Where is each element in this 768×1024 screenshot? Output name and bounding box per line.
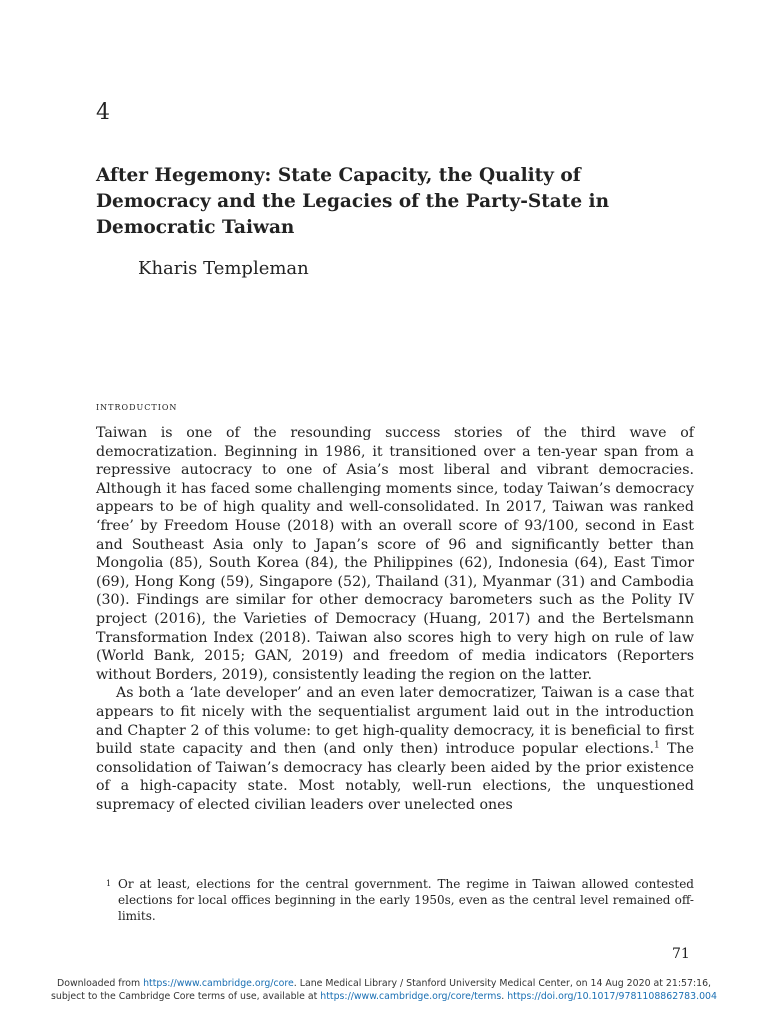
terms-link[interactable]: https://www.cambridge.org/core/terms bbox=[320, 991, 502, 1002]
chapter-number: 4 bbox=[96, 100, 110, 125]
footnote-reference[interactable]: 1 bbox=[653, 740, 660, 751]
paragraph-2-part-2: The consolidation of Taiwan’s democracy has clearly been aided by the prior existence of a high-capacity state. Most notably, well-run elections, the unquestioned supremacy of elected civilian leaders over unelected ones bbox=[96, 741, 694, 813]
paragraph-2 bbox=[96, 684, 694, 814]
author-name: Kharis Templeman bbox=[138, 258, 309, 279]
download-notice bbox=[0, 977, 768, 1003]
paragraph-2-part-1: As both a ‘late developer’ and an even later democratizer, Taiwan is a case that appears to fit nicely with the sequentialist argument laid out in the introduction and Chapter 2 of this volume: to get high-quality democracy, it is beneficial to first build state capacity and then (and only then) introduce popular elections. bbox=[96, 685, 694, 758]
page-number: 71 bbox=[672, 946, 690, 962]
section-heading: introduction bbox=[96, 399, 178, 413]
download-middle: . Lane Medical Library / Stanford University Medical Center, on 14 Aug 2020 at 21:57:16, bbox=[293, 978, 712, 989]
body-text bbox=[96, 424, 694, 814]
footnote bbox=[106, 876, 694, 924]
terms-separator: . bbox=[501, 991, 508, 1002]
chapter-title: After Hegemony: State Capacity, the Quality of Democracy and the Legacies of the Party-State in Democratic Taiwan bbox=[96, 165, 610, 238]
download-notice-line-2 bbox=[0, 990, 768, 1003]
download-prefix: Downloaded from bbox=[56, 978, 144, 989]
terms-prefix: subject to the Cambridge Core terms of use, available at bbox=[51, 991, 321, 1002]
doi-link[interactable]: https://doi.org/10.1017/9781108862783.004 bbox=[507, 991, 717, 1002]
download-notice-line-1 bbox=[0, 977, 768, 990]
footnote-mark: 1 bbox=[106, 879, 112, 888]
footnote-text: Or at least, elections for the central government. The regime in Taiwan allowed contested elections for local offices beginning in the early 1950s, even as the central level remained off-limits. bbox=[118, 877, 694, 923]
paragraph-1: Taiwan is one of the resounding success stories of the third wave of democratization. Beginning in 1986, it transitioned over a ten-year span from a repressive autocracy to one of Asia’s most liberal and vibrant democracies. Although it has faced some challenging moments since, today Taiwan’s democracy appears to be of high quality and well-consolidated. In 2017, Taiwan was ranked ‘free’ by Freedom House (2018) with an overall score of 93/100, second in East and Southeast Asia only to Japan’s score of 96 and significantly better than Mongolia (85), South Korea (84), the Philippines (62), Indonesia (64), East Timor (69), Hong Kong (59), Singapore (52), Thailand (31), Myanmar (31) and Cambodia (30). Findings are similar for other democracy barometers such as the Polity IV project (2016), the Varieties of Democracy (Huang, 2017) and the Bertelsmann Transformation Index (2018). Taiwan also scores high to very high on rule of law (World Bank, 2015; GAN, 2019) and freedom of media indicators (Reporters without Borders, 2019), consistently leading the region on the latter. bbox=[96, 425, 694, 683]
cambridge-core-link[interactable]: https://www.cambridge.org/core bbox=[143, 978, 294, 989]
